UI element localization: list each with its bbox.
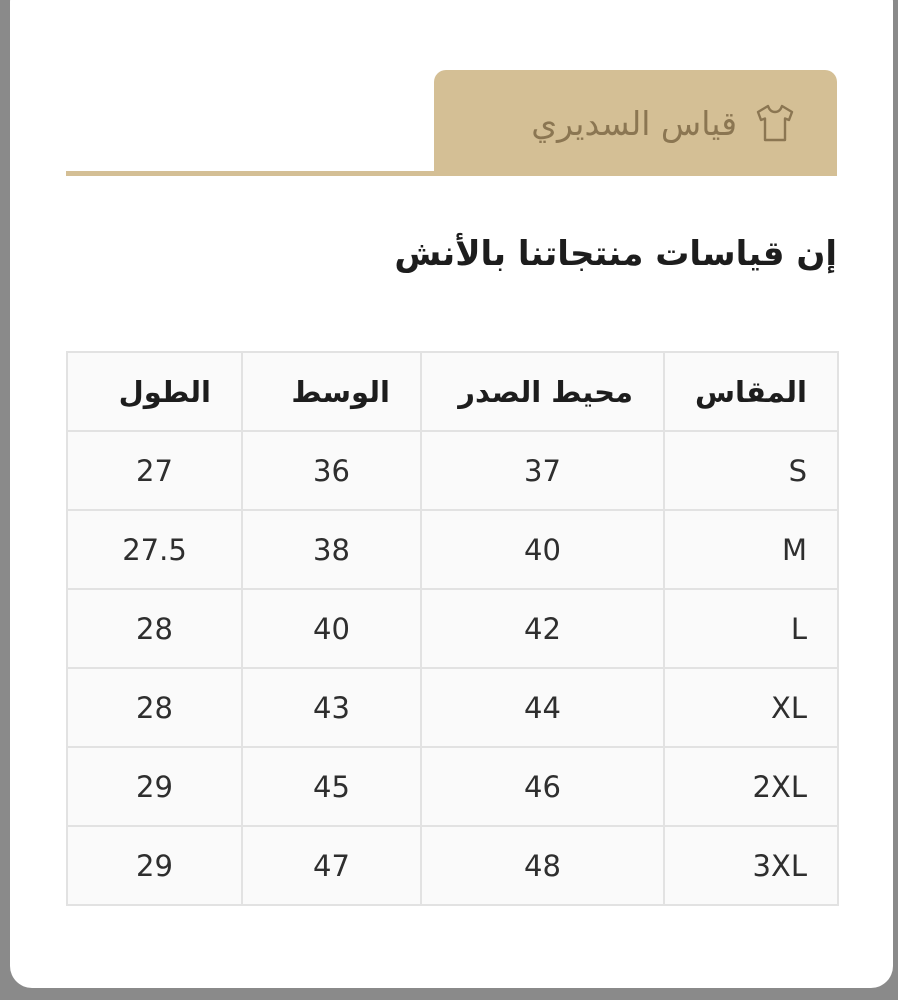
table-row bbox=[67, 747, 838, 826]
cell-waist: 40 bbox=[242, 589, 421, 668]
table-row bbox=[67, 510, 838, 589]
cell-chest: 37 bbox=[421, 431, 664, 510]
cell-chest: 40 bbox=[421, 510, 664, 589]
cell-waist: 43 bbox=[242, 668, 421, 747]
cell-length: 28 bbox=[67, 589, 242, 668]
cell-waist: 47 bbox=[242, 826, 421, 905]
size-table bbox=[66, 351, 839, 906]
cell-length: 28 bbox=[67, 668, 242, 747]
bottom-sheet bbox=[10, 0, 893, 988]
table-row bbox=[67, 431, 838, 510]
cell-waist: 38 bbox=[242, 510, 421, 589]
cell-chest: 46 bbox=[421, 747, 664, 826]
page-heading: إن قياسات منتجاتنا بالأنش bbox=[394, 234, 837, 274]
cell-waist: 45 bbox=[242, 747, 421, 826]
cell-chest: 42 bbox=[421, 589, 664, 668]
cell-size: M bbox=[664, 510, 838, 589]
header-length: الطول bbox=[67, 352, 242, 431]
cell-chest: 48 bbox=[421, 826, 664, 905]
cell-length: 29 bbox=[67, 747, 242, 826]
header-size: المقاس bbox=[664, 352, 838, 431]
tshirt-icon bbox=[753, 101, 797, 145]
cell-size: 3XL bbox=[664, 826, 838, 905]
tab-bar bbox=[66, 70, 837, 176]
table-header-row bbox=[67, 352, 838, 431]
cell-size: 2XL bbox=[664, 747, 838, 826]
cell-chest: 44 bbox=[421, 668, 664, 747]
header-waist: الوسط bbox=[242, 352, 421, 431]
table-row bbox=[67, 826, 838, 905]
cell-size: L bbox=[664, 589, 838, 668]
table-row bbox=[67, 589, 838, 668]
header-chest: محيط الصدر bbox=[421, 352, 664, 431]
cell-length: 27 bbox=[67, 431, 242, 510]
cell-length: 29 bbox=[67, 826, 242, 905]
cell-length: 27.5 bbox=[67, 510, 242, 589]
cell-size: S bbox=[664, 431, 838, 510]
table-row bbox=[67, 668, 838, 747]
tab-label: قياس السديري bbox=[531, 103, 737, 143]
cell-waist: 36 bbox=[242, 431, 421, 510]
tab-sideri-size[interactable] bbox=[434, 70, 837, 176]
cell-size: XL bbox=[664, 668, 838, 747]
